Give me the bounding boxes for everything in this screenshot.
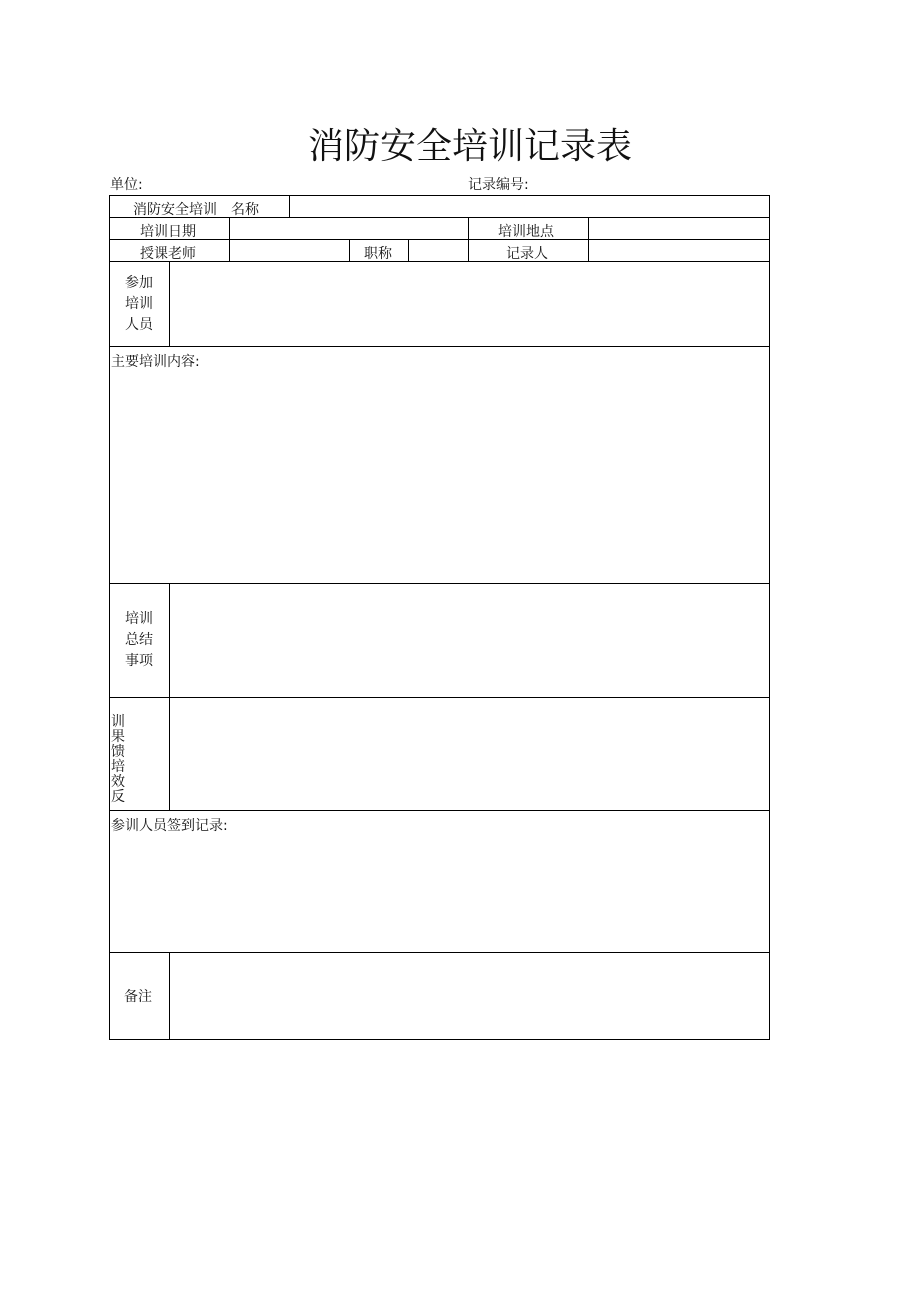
signin-label: 参训人员签到记录:: [111, 818, 228, 834]
summary-field[interactable]: [170, 584, 769, 697]
training-date-label: 培训日期: [140, 224, 196, 240]
training-name-label: 名称: [231, 202, 259, 218]
record-number-label: 记录编号:: [468, 177, 529, 193]
page-title: 消防安全培训记录表: [307, 126, 632, 167]
participants-field[interactable]: [170, 262, 769, 346]
training-name-field[interactable]: [290, 196, 769, 217]
recorder-label: 记录人: [506, 246, 548, 262]
main-content-field[interactable]: [110, 372, 769, 583]
summary-label: 培训 总结 事项: [125, 611, 153, 669]
training-location-field[interactable]: [589, 218, 769, 239]
remarks-field[interactable]: [170, 953, 769, 1039]
teacher-label: 授课老师: [140, 246, 196, 262]
job-title-field[interactable]: [409, 240, 468, 261]
participants-label: 参加 培训 人员: [125, 275, 153, 333]
remarks-label: 备注: [124, 989, 152, 1005]
teacher-field[interactable]: [230, 240, 349, 261]
feedback-field[interactable]: [170, 698, 769, 810]
training-name-label-prefix: 消防安全培训: [133, 202, 217, 218]
signin-field[interactable]: [110, 836, 769, 952]
recorder-field[interactable]: [589, 240, 769, 261]
unit-label: 单位:: [110, 177, 143, 193]
training-location-label: 培训地点: [498, 224, 554, 240]
training-date-field[interactable]: [230, 218, 468, 239]
main-content-label: 主要培训内容:: [111, 354, 200, 370]
job-title-label: 职称: [364, 246, 392, 262]
feedback-label: 训 果 馈 培 效 反: [111, 714, 125, 805]
